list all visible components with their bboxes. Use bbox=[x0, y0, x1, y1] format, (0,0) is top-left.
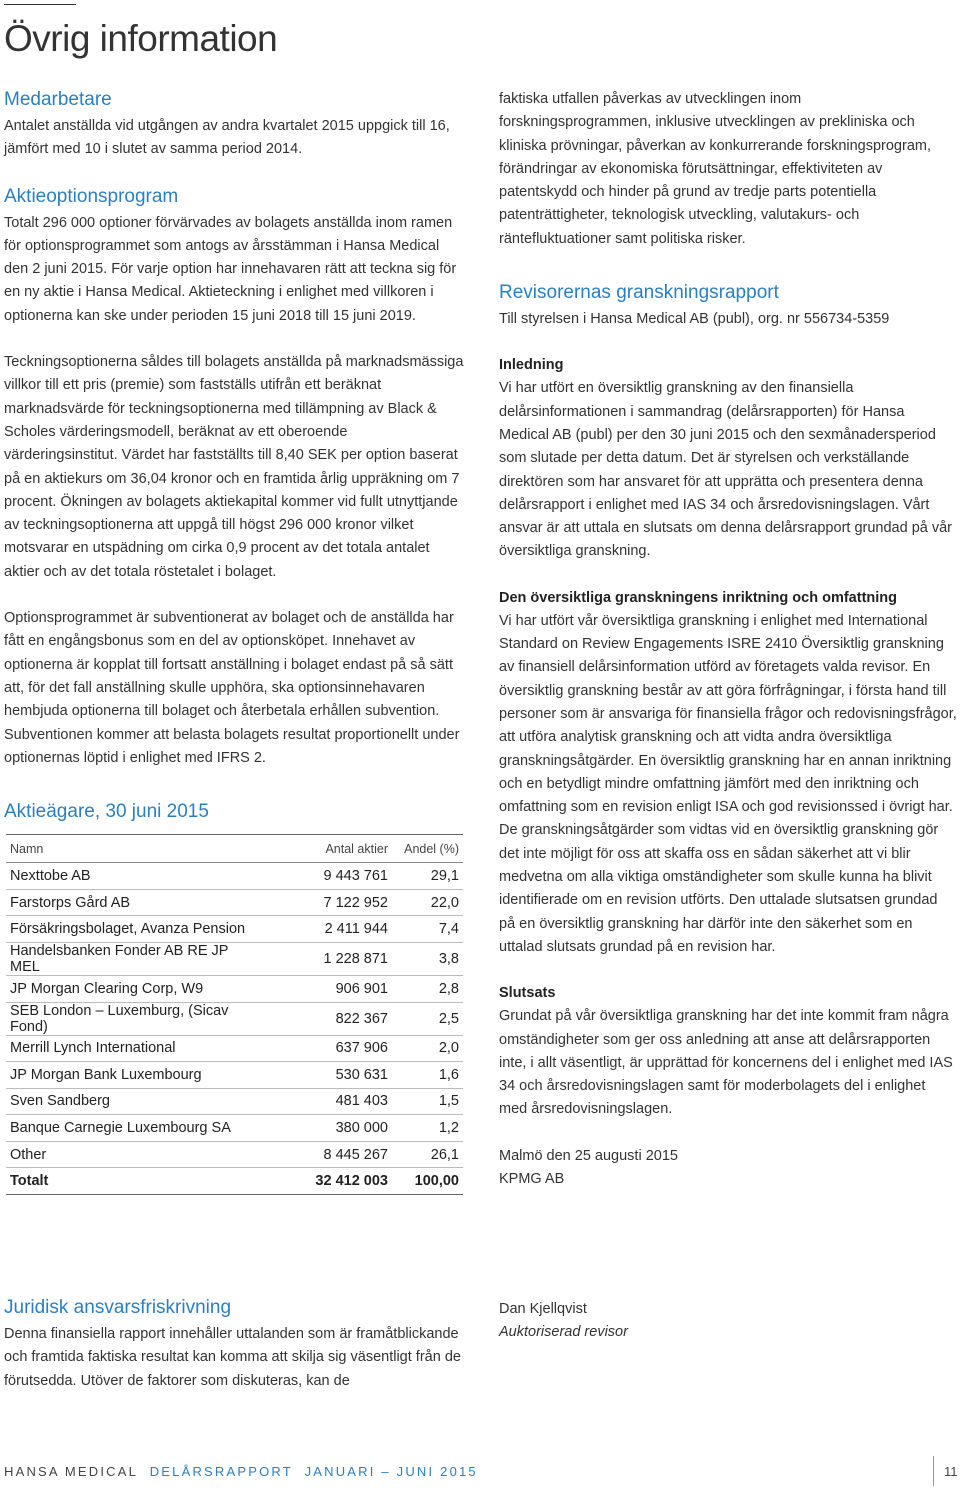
column-header-share-pct: Andel (%) bbox=[392, 835, 463, 863]
employees-heading: Medarbetare bbox=[4, 89, 112, 110]
cell-shares: 530 631 bbox=[254, 1062, 392, 1089]
cell-pct: 29,1 bbox=[392, 863, 463, 890]
cell-name: Merrill Lynch International bbox=[6, 1035, 254, 1062]
shareholders-section bbox=[4, 800, 464, 1195]
cell-pct: 1,5 bbox=[392, 1088, 463, 1115]
disclaimer-heading: Juridisk ansvarsfriskrivning bbox=[4, 1297, 232, 1318]
cell-name: Other bbox=[6, 1141, 254, 1168]
cell-pct: 2,5 bbox=[392, 1002, 463, 1035]
cell-name: Sven Sandberg bbox=[6, 1088, 254, 1115]
cell-pct: 2,0 bbox=[392, 1035, 463, 1062]
cell-name: Försäkringsbolaget, Avanza Pension bbox=[6, 916, 254, 943]
page-title: Övrig information bbox=[4, 18, 278, 59]
cell-pct: 2,8 bbox=[392, 975, 463, 1002]
total-shares: 32 412 003 bbox=[254, 1168, 392, 1195]
cell-name: Nexttobe AB bbox=[6, 863, 254, 890]
cell-pct: 22,0 bbox=[392, 889, 463, 916]
signature-block bbox=[499, 1298, 899, 1345]
table-row bbox=[6, 889, 463, 916]
cell-shares: 2 411 944 bbox=[254, 916, 392, 943]
scope-paragraph-2: De granskningsåtgärder som vidtas vid en översiktlig granskning gör det inte möjligt för oss att skaffa oss en sådan säkerhet att vi blir medvetna om alla viktiga omständigheter som skulle kunna ha blivit identifierade om en revision utförts. Den uttalade slutsatsen grundad på en översiktlig granskning har därför inte den säkerhet som en uttalad slutsats grundad på en revision har. bbox=[499, 822, 939, 955]
cell-pct: 3,8 bbox=[392, 942, 463, 975]
table-row bbox=[6, 1002, 463, 1035]
signatory-title: Auktoriserad revisor bbox=[499, 1324, 628, 1341]
disclaimer-section bbox=[4, 1296, 464, 1393]
cell-name: SEB London – Luxemburg, (Sicav Fond) bbox=[6, 1002, 254, 1035]
table-row bbox=[6, 1062, 463, 1089]
cell-name: Handelsbanken Fonder AB RE JP MEL bbox=[6, 942, 254, 975]
page-number: 11 bbox=[944, 1464, 958, 1479]
cell-shares: 7 122 952 bbox=[254, 889, 392, 916]
review-heading: Revisorernas granskningsrapport bbox=[499, 282, 779, 304]
cell-shares: 822 367 bbox=[254, 1002, 392, 1035]
options-heading: Aktieoptionsprogram bbox=[4, 185, 179, 207]
employees-text: Antalet anställda vid utgången av andra kvartalet 2015 uppgick till 16, jämfört med 10 i slutet av samma period 2014. bbox=[4, 118, 450, 158]
table-row bbox=[6, 1035, 463, 1062]
cell-pct: 1,2 bbox=[392, 1115, 463, 1142]
footer-period: JANUARI – JUNI 2015 bbox=[304, 1464, 478, 1479]
table-row bbox=[6, 1088, 463, 1115]
cell-shares: 380 000 bbox=[254, 1115, 392, 1142]
footer-report: DELÅRSRAPPORT bbox=[149, 1464, 293, 1479]
options-paragraph-1: Totalt 296 000 optioner förvärvades av bolagets anställda inom ramen för optionsprogrammet som antogs av årsstämman i Hansa Medical den 2 juni 2015. För varje option har innehavaren rätt att teckna sig för en ny aktie i Hansa Medical. Aktieteckning i enlighet med villkoren i optionerna kan ske under perioden 15 juni 2018 till 15 juni 2019. bbox=[4, 214, 457, 324]
cell-name: Farstorps Gård AB bbox=[6, 889, 254, 916]
cell-shares: 8 445 267 bbox=[254, 1141, 392, 1168]
scope-paragraph-1: Vi har utfört vår översiktliga granskning i enlighet med International Standard on Review Engagements ISRE 2410 Översiktlig granskning av finansiell delårsinformation utförd av företagets valda revisor. En översiktlig granskning består av att göra förfrågningar, i första hand till personer som är ansvariga för finansiella frågor och redovisningsfrågor, att utföra analytisk granskning och att vidta andra översiktliga granskningsåtgärder. En översiktlig granskning har en annan inriktning och en betydligt mindre omfattning jämfört med den inriktning och omfattning som en revision enligt ISA och god revisionssed i övrigt har. bbox=[499, 612, 957, 816]
table-row bbox=[6, 1141, 463, 1168]
cell-name: JP Morgan Clearing Corp, W9 bbox=[6, 975, 254, 1002]
footer-separator bbox=[933, 1456, 934, 1486]
cell-shares: 906 901 bbox=[254, 975, 392, 1002]
total-pct: 100,00 bbox=[392, 1168, 463, 1195]
cell-shares: 9 443 761 bbox=[254, 863, 392, 890]
cell-pct: 1,6 bbox=[392, 1062, 463, 1089]
disclaimer-text: Denna finansiella rapport innehåller uttalanden som är framåtblickande och framtida faktiska resultat kan komma att skilja sig väsentligt från de förutsedda. Utöver de faktorer som diskuteras, kan de bbox=[4, 1326, 461, 1389]
right-column bbox=[499, 88, 957, 1191]
column-header-shares: Antal aktier bbox=[254, 835, 392, 863]
shareholders-heading: Aktieägare, 30 juni 2015 bbox=[4, 801, 209, 823]
review-addressee: Till styrelsen i Hansa Medical AB (publ), org. nr 556734-5359 bbox=[499, 311, 890, 328]
shareholders-table bbox=[6, 834, 463, 1195]
column-header-name: Namn bbox=[6, 835, 254, 863]
intro-heading: Inledning bbox=[499, 357, 564, 374]
cell-pct: 26,1 bbox=[392, 1141, 463, 1168]
cell-shares: 481 403 bbox=[254, 1088, 392, 1115]
continued-paragraph: faktiska utfallen påverkas av utvecklingen inom forskningsprogrammen, inklusive utvecklingen av prekliniska och kliniska prövningar, påverkan av konkurrerande forskningsprogram, förändringar av ekonomiska förutsättningar, effektiviteten av patentskydd och hinder på grund av tredje parts potentiella patenträttigheter, teknologisk utveckling, valutakurs- och räntefluktuationer samt politiska risker. bbox=[499, 91, 931, 247]
cell-pct: 7,4 bbox=[392, 916, 463, 943]
options-section bbox=[4, 185, 464, 771]
table-header-row bbox=[6, 835, 463, 863]
options-paragraph-3: Optionsprogrammet är subventionerat av bolaget och de anställda har fått en engångsbonus som en del av optionsköpet. Innehavet av optionerna är kopplat till fortsatt anställning i bolaget endast på så sätt att, för det fall anställning skulle upphöra, ska optionsinnehavaren hembjuda optionerna till bolaget och återbetala erhållen subvention. Subventionen kommer att belasta bolagets resultat proportionellt under optionernas löptid i enlighet med IFRS 2. bbox=[4, 610, 460, 766]
conclusion-text: Grundat på vår översiktliga granskning har det inte kommit fram några omständigheter som ger oss anledning att anse att delårsrapporten inte, i allt väsentligt, är upprättad för koncernens del i enlighet med IAS 34 och årsredovisningslagen samt för moderbolagets del i enlighet med årsredovisningslagen. bbox=[499, 1008, 953, 1118]
employees-section bbox=[4, 88, 464, 162]
table-row bbox=[6, 942, 463, 975]
place-date: Malmö den 25 augusti 2015 bbox=[499, 1147, 678, 1164]
total-label: Totalt bbox=[6, 1168, 254, 1195]
cell-name: Banque Carnegie Luxembourg SA bbox=[6, 1115, 254, 1142]
table-row bbox=[6, 863, 463, 890]
table-row bbox=[6, 1115, 463, 1142]
signatory-name: Dan Kjellqvist bbox=[499, 1301, 587, 1317]
page-footer bbox=[4, 1464, 478, 1479]
options-paragraph-2: Teckningsoptionerna såldes till bolagets anställda på marknadsmässiga villkor till ett pris (premie) som fastställs utifrån ett beräknat marknadsvärde för teckningsoptionerna med tillämpning av Black & Scholes värderingsmodell, beräknat av ett oberoende värderingsinstitut. Värdet har fastställts till 8,40 SEK per option baserat på en aktiekurs om 36,04 kronor och en framtida årlig uppräkning om 7 procent. Ökningen av bolagets aktiekapital kommer vid fullt utnyttjande av teckningsoptionerna att uppgå till högst 296 000 kronor vilket motsvarar en utspädning om cirka 0,9 procent av det totala antalet aktier och av det totala röstetalet i bolaget. bbox=[4, 354, 464, 580]
table-row bbox=[6, 916, 463, 943]
intro-text: Vi har utfört en översiktlig granskning av den finansiella delårsinformationen i sammandrag (delårsrapporten) för Hansa Medical AB (publ) per den 30 juni 2015 och den sexmånadersperiod som slutade per detta datum. Det är styrelsen och verkställande direktören som har ansvaret för att upprätta och presentera denna delårsrapport i enlighet med IAS 34 och årsredovisningslagen. Vårt ansvar är att uttala en slutsats om denna delårsrapport grundad på vår översiktliga granskning. bbox=[499, 380, 952, 560]
cell-shares: 1 228 871 bbox=[254, 942, 392, 975]
left-column bbox=[4, 88, 464, 1195]
top-rule bbox=[4, 4, 76, 5]
review-report-section bbox=[499, 281, 957, 1191]
footer-company: HANSA MEDICAL bbox=[4, 1464, 139, 1479]
audit-firm: KPMG AB bbox=[499, 1170, 565, 1187]
table-row bbox=[6, 975, 463, 1002]
cell-name: JP Morgan Bank Luxembourg bbox=[6, 1062, 254, 1089]
conclusion-heading: Slutsats bbox=[499, 985, 556, 1002]
cell-shares: 637 906 bbox=[254, 1035, 392, 1062]
scope-heading: Den översiktliga granskningens inriktning och omfattning bbox=[499, 589, 897, 606]
table-total-row bbox=[6, 1168, 463, 1195]
